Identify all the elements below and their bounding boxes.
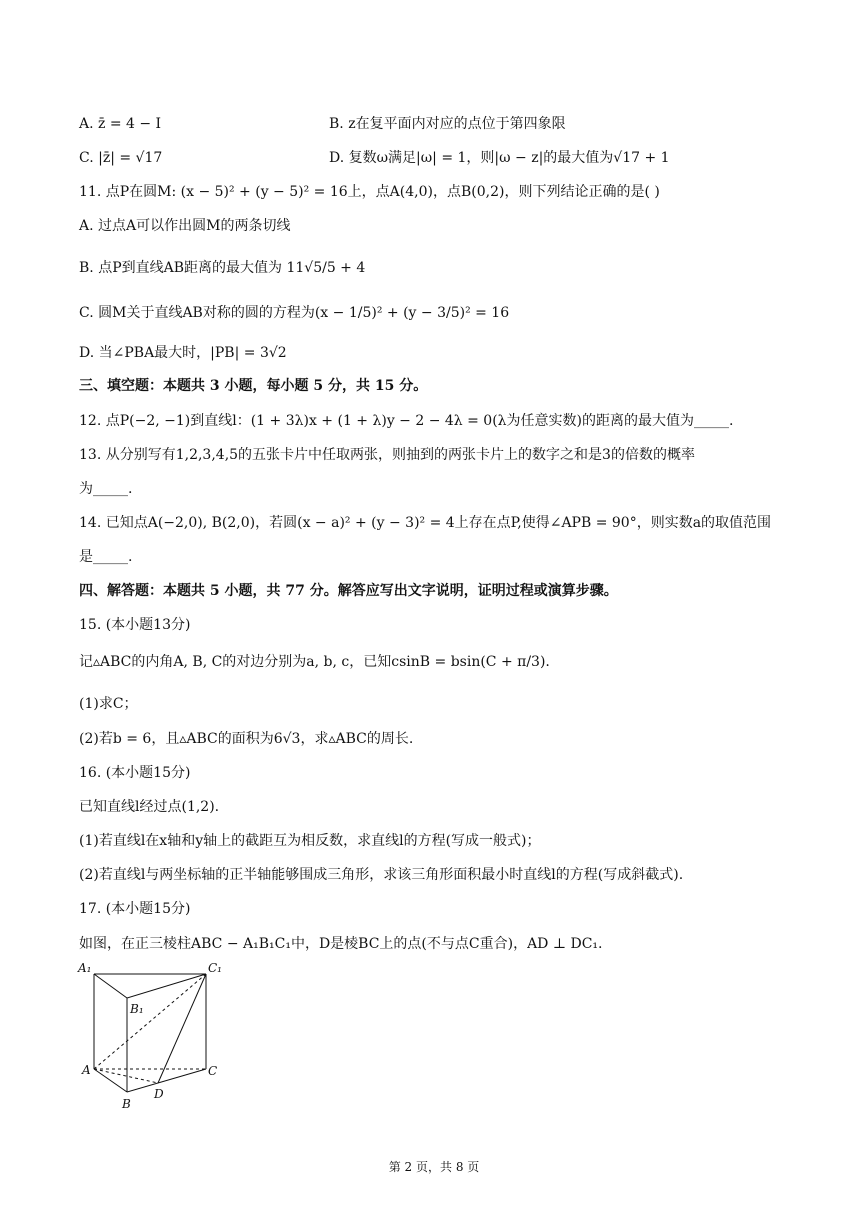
page-footer: 第 2 页，共 8 页: [388, 1160, 480, 1174]
prism-figure: [74, 958, 234, 1118]
question-17-header: 17. (本小题15分): [79, 901, 191, 917]
question-16-part1: (1)若直线l在x轴和y轴上的截距互为相反数，求直线l的方程(写成一般式)；: [79, 833, 541, 849]
question-16-part2: (2)若直线l与两坐标轴的正半轴能够围成三角形，求该三角形面积最小时直线l的方程(写成斜截式).: [79, 867, 684, 883]
question-16-header: 16. (本小题15分): [79, 765, 191, 781]
segment-a-c1: [94, 974, 206, 1069]
question-12: 12. 点P(−2, −1)到直线l：(1 + 3λ)x + (1 + λ)y − 2 − 4λ = 0(λ为任意实数)的距离的最大值为_____.: [79, 413, 734, 429]
question-11-stem: 11. 点P在圆M: (x − 5)² + (y − 5)² = 16上，点A(4,0)，点B(0,2)，则下列结论正确的是( ): [79, 184, 660, 200]
label-c1: C₁: [208, 961, 222, 975]
edge-b-c: [127, 1069, 206, 1092]
label-a: A: [82, 1063, 91, 1077]
question-15-part1: (1)求C；: [79, 696, 138, 712]
question-15-header: 15. (本小题13分): [79, 617, 191, 633]
edge-b1-c1: [127, 974, 206, 998]
label-d: D: [154, 1087, 164, 1101]
option-11d: D. 当∠PBA最大时，|PB| = 3√2: [79, 345, 287, 361]
option-10c: C. |z̄| = √17: [79, 150, 163, 166]
option-11a: A. 过点A可以作出圆M的两条切线: [79, 218, 291, 234]
section-4-heading: 四、解答题：本题共 5 小题，共 77 分。解答应写出文字说明，证明过程或演算步骤。: [79, 583, 618, 599]
label-b: B: [122, 1097, 131, 1111]
label-a1: A₁: [78, 961, 92, 975]
edge-a1-b1: [94, 974, 127, 998]
question-15-stem: 记▵ABC的内角A, B, C的对边分别为a, b, c，已知csinB = bsin(C + π/3).: [79, 654, 550, 670]
question-15-part2: (2)若b = 6，且▵ABC的面积为6√3，求▵ABC的周长.: [79, 731, 414, 747]
section-3-heading: 三、填空题：本题共 3 小题，每小题 5 分，共 15 分。: [79, 378, 428, 394]
question-14-line2: 是_____.: [79, 549, 133, 565]
option-10d: D. 复数ω满足|ω| = 1，则|ω − z|的最大值为√17 + 1: [329, 150, 670, 166]
option-10b: B. z在复平面内对应的点位于第四象限: [329, 116, 566, 132]
segment-d-c1: [158, 974, 206, 1083]
edge-a-b: [94, 1069, 127, 1092]
question-13-line2: 为_____.: [79, 481, 133, 497]
option-11b: B. 点P到直线AB距离的最大值为 11√5/5 + 4: [79, 260, 366, 276]
option-10a: A. z̄ = 4 − I: [79, 116, 162, 132]
question-14-line1: 14. 已知点A(−2,0), B(2,0)，若圆(x − a)² + (y − 3)² = 4上存在点P,使得∠APB = 90°，则实数a的取值范围: [79, 515, 772, 531]
label-c: C: [208, 1064, 218, 1078]
option-11c: C. 圆M关于直线AB对称的圆的方程为(x − 1/5)² + (y − 3/5)² = 16: [79, 305, 510, 321]
question-16-stem: 已知直线l经过点(1,2).: [79, 799, 220, 815]
question-13-line1: 13. 从分别写有1,2,3,4,5的五张卡片中任取两张，则抽到的两张卡片上的数字之和是3的倍数的概率: [79, 447, 695, 463]
label-b1: B₁: [130, 1002, 144, 1016]
question-17-stem: 如图，在正三棱柱ABC − A₁B₁C₁中，D是棱BC上的点(不与点C重合)，AD ⊥ DC₁.: [79, 936, 603, 952]
